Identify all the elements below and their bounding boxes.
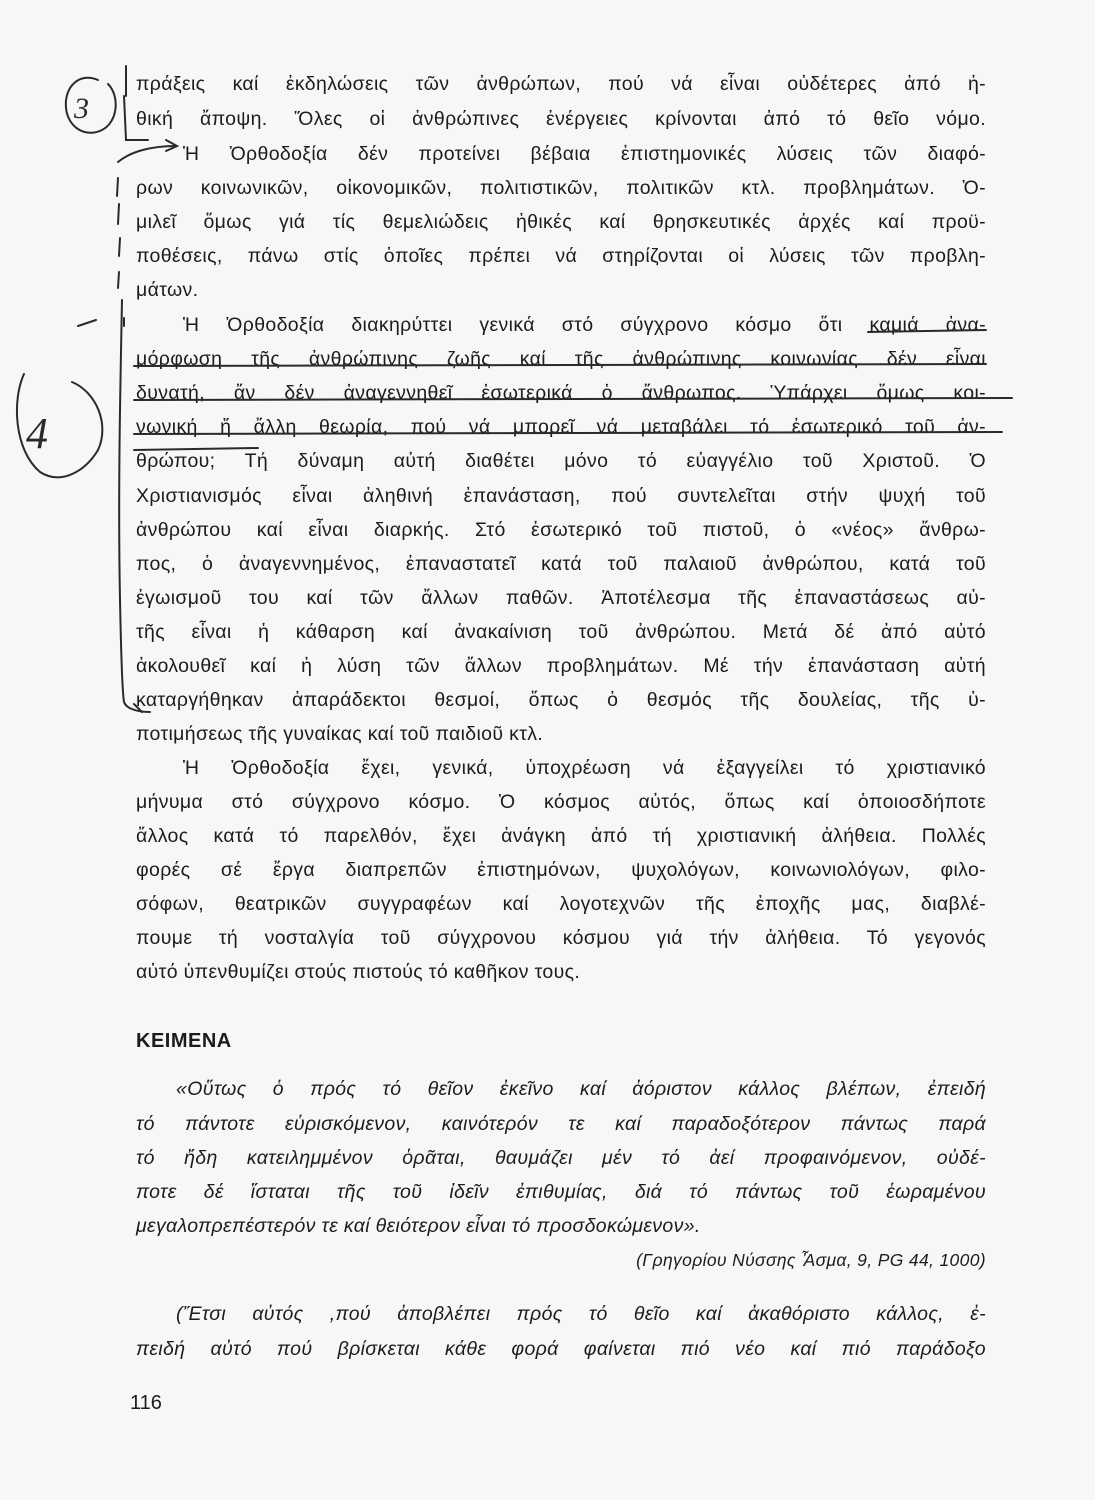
margin-mark-4: 4 — [26, 409, 48, 458]
body-line: αὐτό ὑπενθυμίζει στούς πιστούς τό καθῆκον τους. — [136, 961, 581, 983]
section-heading: ΚΕΙΜΕΝΑ — [136, 1030, 232, 1052]
body-line: θρώπου; Τή δύναμη αὐτή διαθέτει μόνο τό εὐαγγέλιο τοῦ Χριστοῦ. Ὁ — [136, 450, 986, 472]
body-line: καταργήθηκαν ἀπαράδεκτοι θεσμοί, ὅπως ὁ θεσμός τῆς δουλείας, τῆς ὑ- — [136, 689, 986, 711]
body-line: τῆς εἶναι ἡ κάθαρση καί ἀνακαίνιση τοῦ ἀνθρώπου. Μετά δέ ἀπό αὐτό — [136, 621, 986, 643]
margin-circle-mid — [17, 374, 102, 477]
body-line: σόφων, θεατρικῶν συγγραφέων καί λογοτεχνῶν τῆς ἐποχῆς μας, διαβλέ- — [136, 893, 986, 915]
margin-circle-top — [66, 78, 116, 133]
body-line: Ἡ Ὀρθοδοξία δέν προτείνει βέβαια ἐπιστημονικές λύσεις τῶν διαφό- — [183, 143, 986, 165]
page-number: 116 — [130, 1392, 162, 1414]
quote-line: μεγαλοπρεπέστερόν τε καί θειότερον εἶναι τό προσδοκώμενον». — [136, 1215, 701, 1237]
body-line: μιλεῖ ὅμως γιά τίς θεμελιώδεις ἠθικές καί θρησκευτικές ἀρχές καί προϋ- — [136, 211, 986, 233]
body-line: δυνατή, ἄν δέν ἀναγεννηθεῖ ἐσωτερικά ὁ ἄνθρωπος. Ὑπάρχει ὅμως κοι- — [136, 382, 986, 404]
body-line: θική ἄποψη. Ὅλες οἱ ἀνθρώπινες ἐνέργειες κρίνονται ἀπό τό θεῖο νόμο. — [136, 108, 986, 130]
body-line: πος, ὁ ἀναγεννημένος, ἐπαναστατεῖ κατά τοῦ παλαιοῦ ἀνθρώπου, κατά τοῦ — [136, 553, 986, 575]
body-line: Ἡ Ὀρθοδοξία διακηρύττει γενικά στό σύγχρονο κόσμο ὅτι καμιά ἀνα- — [183, 314, 986, 336]
body-line: νωνική ἤ ἄλλη θεωρία, πού νά μπορεῖ νά μεταβάλει τό ἐσωτερικό τοῦ ἀν- — [136, 416, 986, 438]
body-line: ρων κοινωνικῶν, οἰκονομικῶν, πολιτιστικῶν, πολιτικῶν κτλ. προβλημάτων. Ὁ- — [136, 177, 986, 199]
body-line: ποθέσεις, πάνω στίς ὁποῖες πρέπει νά στηρίζονται οἱ λύσεις τῶν προβλη- — [136, 245, 986, 267]
body-line: ἄλλος κατά τό παρελθόν, ἔχει ἀνάγκη ἀπό τή χριστιανική ἀλήθεια. Πολλές — [136, 825, 986, 847]
body-line: ποτιμήσεως τῆς γυναίκας καί τοῦ παιδιοῦ κτλ. — [136, 723, 544, 745]
quote-line: τό πάντοτε εὑρισκόμενον, καινότερόν τε καί παραδοξότερον πάντως παρά — [136, 1113, 986, 1135]
quote-line: τό ἤδη κατειλημμένον ὁρᾶται, θαυμάζει μέν τό ἀεί προφαινόμενον, οὐδέ- — [136, 1147, 986, 1169]
quote-line: «Οὕτως ὁ πρός τό θεῖον ἐκεῖνο καί ἀόριστον κάλλος βλέπων, ἐπειδή — [176, 1078, 986, 1100]
body-line: Ἡ Ὀρθοδοξία ἔχει, γενικά, ὑποχρέωση νά ἐξαγγείλει τό χριστιανικό — [183, 757, 986, 779]
quote-line: ποτε δέ ἵσταται τῆς τοῦ ἰδεῖν ἐπιθυμίας, διά τό πάντως τοῦ ἑωραμένου — [136, 1181, 986, 1203]
body-line: μάτων. — [136, 279, 199, 301]
body-line: μήνυμα στό σύγχρονο κόσμο. Ὁ κόσμος αὐτός, ὅπως καί ὁποιοσδήποτε — [136, 791, 986, 813]
translation-line: (Ἔτσι αὐτός ,πού ἀποβλέπει πρός τό θεῖο καί ἀκαθόριστο κάλλος, ἐ- — [176, 1303, 986, 1325]
translation-line: πειδή αὐτό πού βρίσκεται κάθε φορά φαίνεται πιό νέο καί πιό παράδοξο — [136, 1338, 986, 1360]
body-line: ἀνθρώπου καί εἶναι διαρκής. Στό ἐσωτερικό τοῦ πιστοῦ, ὁ «νέος» ἄνθρω- — [136, 519, 986, 541]
body-line: μόρφωση τῆς ἀνθρώπινης ζωῆς καί τῆς ἀνθρώπινης κοινωνίας δέν εἶναι — [136, 348, 986, 370]
body-line: ἀκολουθεῖ καί ἡ λύση τῶν ἄλλων προβλημάτων. Μέ τήν ἐπανάσταση αὐτή — [136, 655, 986, 677]
body-line: ἐγωισμοῦ του καί τῶν ἄλλων παθῶν. Ἀποτέλεσμα τῆς ἐπαναστάσεως αὐ- — [136, 587, 986, 609]
body-line: πουμε τή νοσταλγία τοῦ σύγχρονου κόσμου γιά τήν ἀλήθεια. Τό γεγονός — [136, 927, 986, 949]
quote-source: (Γρηγορίου Νύσσης Ἆσμα, 9, PG 44, 1000) — [636, 1250, 986, 1270]
margin-arrow — [118, 146, 176, 162]
body-line: Χριστιανισμός εἶναι ἀληθινή ἐπανάσταση, πού συντελεῖται στήν ψυχή τοῦ — [136, 485, 986, 507]
body-line: φορές σέ ἔργα διαπρεπῶν ἐπιστημόνων, ψυχολόγων, κοινωνιολόγων, φιλο- — [136, 859, 986, 881]
margin-mark-3: 3 — [74, 92, 89, 125]
body-line: πράξεις καί ἐκδηλώσεις τῶν ἀνθρώπων, πού νά εἶναι οὐδέτερες ἀπό ἠ- — [136, 73, 986, 95]
